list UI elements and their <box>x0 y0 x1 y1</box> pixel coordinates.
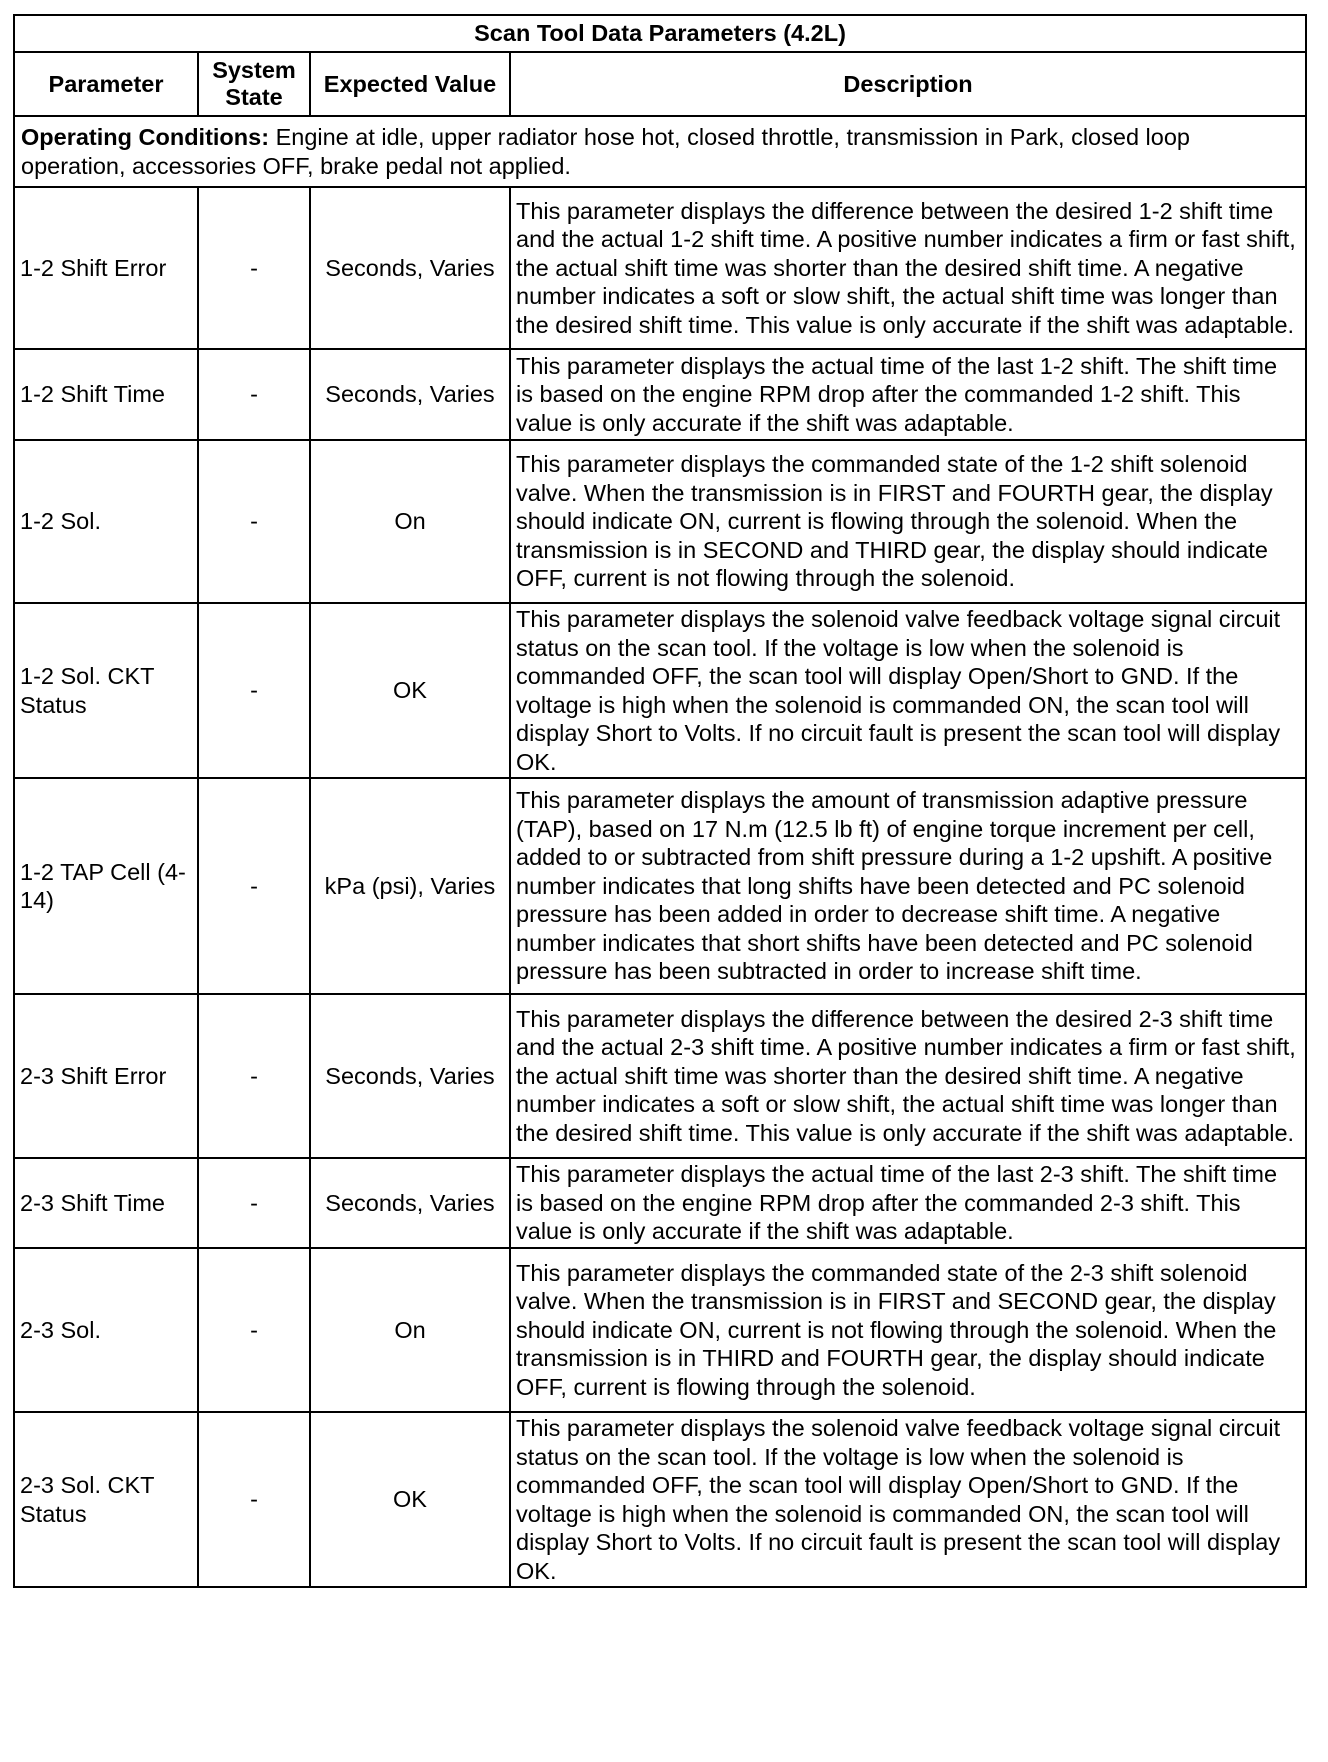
parameter-cell: 1-2 Sol. <box>14 440 198 603</box>
operating-conditions-text: Engine at idle, upper radiator hose hot, closed throttle, transmission in Park, closed loop operation, accessories OFF, brake pedal not applied. <box>21 124 1190 179</box>
document-page <box>13 14 1305 1588</box>
description-cell: This parameter displays the actual time of the last 2-3 shift. The shift time is based on the engine RPM drop after the commanded 2-3 shift. This value is only accurate if the shift was adaptable. <box>510 1158 1306 1248</box>
parameter-cell: 2-3 Sol. <box>14 1248 198 1412</box>
description-cell: This parameter displays the actual time of the last 1-2 shift. The shift time is based on the engine RPM drop after the commanded 1-2 shift. This value is only accurate if the shift was adaptable. <box>510 349 1306 440</box>
operating-conditions <box>14 116 1306 187</box>
expected-value-cell: kPa (psi), Varies <box>310 778 510 994</box>
table-row <box>14 1412 1306 1587</box>
table-row <box>14 1248 1306 1412</box>
table-row <box>14 349 1306 440</box>
operating-conditions-label: Operating Conditions: <box>21 124 270 150</box>
table-row <box>14 1158 1306 1248</box>
system-state-cell: - <box>198 1412 310 1587</box>
system-state-cell: - <box>198 778 310 994</box>
parameter-cell: 1-2 Shift Error <box>14 187 198 349</box>
description-cell: This parameter displays the difference between the desired 2-3 shift time and the actual 2-3 shift time. A positive number indicates a firm or fast shift, the actual shift time was shorter than the desired shift time. A negative number indicates a soft or slow shift, the actual shift time was longer than the desired shift time. This value is only accurate if the shift was adaptable. <box>510 994 1306 1158</box>
header-description: Description <box>510 52 1306 116</box>
table-row <box>14 603 1306 778</box>
description-cell: This parameter displays the commanded state of the 1-2 shift solenoid valve. When the transmission is in FIRST and FOURTH gear, the display should indicate ON, current is flowing through the solenoid. When the transmission is in SECOND and THIRD gear, the display should indicate OFF, current is not flowing through the solenoid. <box>510 440 1306 603</box>
parameter-cell: 2-3 Sol. CKT Status <box>14 1412 198 1587</box>
system-state-cell: - <box>198 603 310 778</box>
parameter-cell: 2-3 Shift Error <box>14 994 198 1158</box>
header-system-state <box>198 52 310 116</box>
parameter-cell: 1-2 Shift Time <box>14 349 198 440</box>
description-cell: This parameter displays the difference between the desired 1-2 shift time and the actual 1-2 shift time. A positive number indicates a firm or fast shift, the actual shift time was shorter than the desired shift time. A negative number indicates a soft or slow shift, the actual shift time was longer than the desired shift time. This value is only accurate if the shift was adaptable. <box>510 187 1306 349</box>
expected-value-cell: Seconds, Varies <box>310 349 510 440</box>
description-cell: This parameter displays the solenoid valve feedback voltage signal circuit status on the scan tool. If the voltage is low when the solenoid is commanded OFF, the scan tool will display Open/Short to GND. If the voltage is high when the solenoid is commanded ON, the scan tool will display Short to Volts. If no circuit fault is present the scan tool will display OK. <box>510 1412 1306 1587</box>
system-state-cell: - <box>198 1248 310 1412</box>
table-header-row <box>14 52 1306 116</box>
expected-value-cell: Seconds, Varies <box>310 994 510 1158</box>
system-state-cell: - <box>198 349 310 440</box>
table-row <box>14 440 1306 603</box>
header-parameter: Parameter <box>14 52 198 116</box>
header-expected-value: Expected Value <box>310 52 510 116</box>
expected-value-cell: On <box>310 1248 510 1412</box>
parameter-cell: 1-2 Sol. CKT Status <box>14 603 198 778</box>
parameter-cell: 1-2 TAP Cell (4-14) <box>14 778 198 994</box>
expected-value-cell: OK <box>310 1412 510 1587</box>
system-state-cell: - <box>198 440 310 603</box>
table-title-row <box>14 15 1306 52</box>
table-row <box>14 778 1306 994</box>
operating-conditions-row <box>14 116 1306 187</box>
expected-value-cell: OK <box>310 603 510 778</box>
expected-value-cell: Seconds, Varies <box>310 187 510 349</box>
parameter-cell: 2-3 Shift Time <box>14 1158 198 1248</box>
table-row <box>14 187 1306 349</box>
description-cell: This parameter displays the amount of transmission adaptive pressure (TAP), based on 17 N.m (12.5 lb ft) of engine torque increment per cell, added to or subtracted from shift pressure during a 1-2 upshift. A positive number indicates that long shifts have been detected and PC solenoid pressure has been added in order to decrease shift time. A negative number indicates that short shifts have been detected and PC solenoid pressure has been subtracted in order to increase shift time. <box>510 778 1306 994</box>
table-row <box>14 994 1306 1158</box>
system-state-cell: - <box>198 1158 310 1248</box>
scan-tool-data-table <box>13 14 1307 1588</box>
expected-value-cell: Seconds, Varies <box>310 1158 510 1248</box>
description-cell: This parameter displays the commanded state of the 2-3 shift solenoid valve. When the transmission is in FIRST and SECOND gear, the display should indicate ON, current is not flowing through the solenoid. When the transmission is in THIRD and FOURTH gear, the display should indicate OFF, current is flowing through the solenoid. <box>510 1248 1306 1412</box>
expected-value-cell: On <box>310 440 510 603</box>
system-state-cell: - <box>198 994 310 1158</box>
table-title: Scan Tool Data Parameters (4.2L) <box>14 15 1306 52</box>
description-cell: This parameter displays the solenoid valve feedback voltage signal circuit status on the scan tool. If the voltage is low when the solenoid is commanded OFF, the scan tool will display Open/Short to GND. If the voltage is high when the solenoid is commanded ON, the scan tool will display Short to Volts. If no circuit fault is present the scan tool will display OK. <box>510 603 1306 778</box>
header-system-state-line1: System <box>212 57 296 83</box>
system-state-cell: - <box>198 187 310 349</box>
header-system-state-line2: State <box>225 84 283 110</box>
